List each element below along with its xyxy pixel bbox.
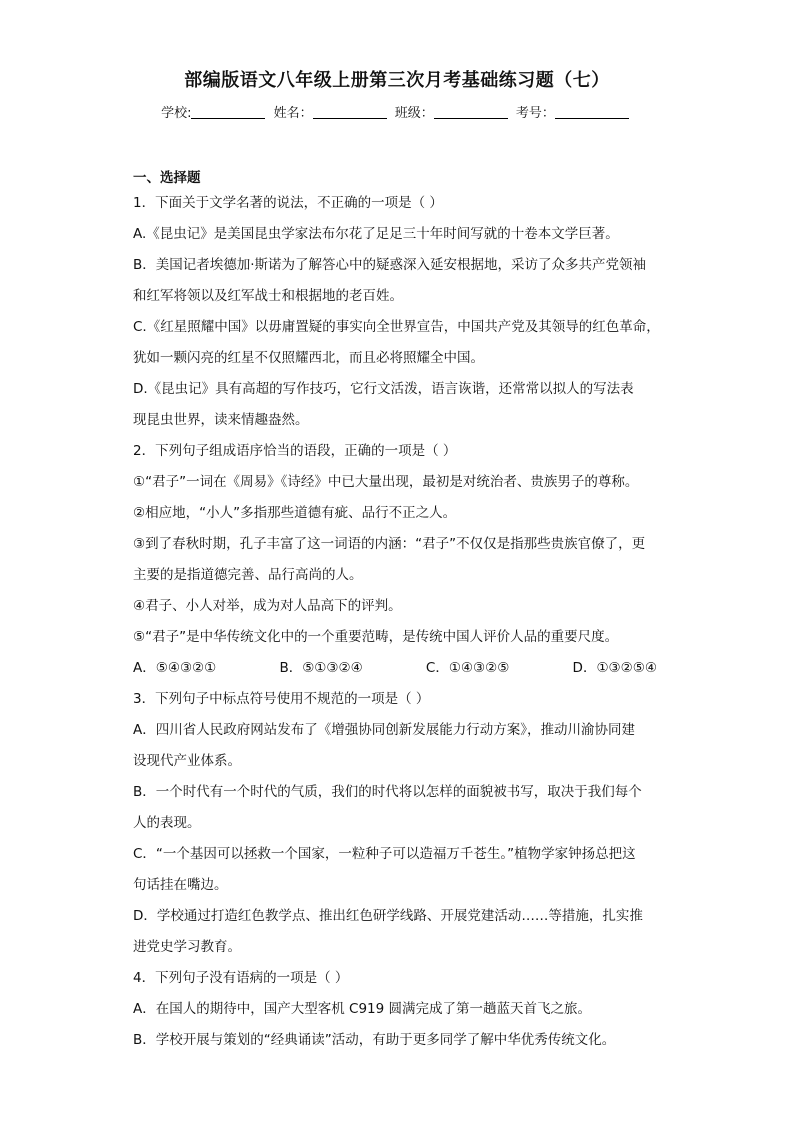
q3-option-d-line1: D．学校通过打造红色教学点、推出红色研学线路、开展党建活动……等措施，扎实推	[133, 908, 643, 924]
q3-option-c-line1: C．“一个基因可以拯救一个国家，一粒种子可以造福万千苍生。”植物学家钟扬总把这	[133, 846, 636, 862]
q3-option-b-line1: B．一个时代有一个时代的气质，我们的时代将以怎样的面貌被书写，取决于我们每个	[133, 784, 642, 800]
q4-option-b: B．学校开展与策划的“经典诵读”活动，有助于更多同学了解中华优秀传统文化。	[133, 1032, 616, 1048]
q2-stem: 2．下列句子组成语序恰当的语段，正确的一项是（ ）	[133, 443, 457, 459]
q2-option-a: A．⑤④③②①	[133, 660, 217, 676]
section-title: 一、选择题	[133, 170, 201, 186]
q3-option-c-line2: 句话挂在嘴边。	[133, 877, 228, 893]
q1-stem: 1．下面关于文学名著的说法，不正确的一项是（ ）	[133, 195, 443, 211]
q1-option-d-line1: D.《昆虫记》具有高超的写作技巧，它行文活泼，语言诙谐，还常常以拟人的写法表	[133, 381, 634, 397]
page-title: 部编版语文八年级上册第三次月考基础练习题（七）	[184, 70, 610, 91]
q3-option-a-line2: 设现代产业体系。	[133, 753, 241, 769]
questions-body	[133, 188, 665, 1056]
q1-option-c-line2: 犹如一颗闪亮的红星不仅照耀西北，而且必将照耀全中国。	[133, 350, 484, 366]
q2-sentence-3-line1: ③到了春秋时期，孔子丰富了这一词语的内涵：“君子”不仅仅是指那些贵族官僚了，更	[133, 536, 646, 552]
name-label: 姓名：	[273, 106, 313, 121]
q2-sentence-5: ⑤“君子”是中华传统文化中的一个重要范畴，是传统中国人评价人品的重要尺度。	[133, 629, 619, 645]
q2-option-c: C．①④③②⑤	[425, 660, 510, 676]
class-blank[interactable]	[434, 106, 508, 119]
q3-option-d-line2: 进党史学习教育。	[133, 939, 241, 955]
exam-no-blank[interactable]	[555, 106, 629, 119]
q3-option-a-line1: A．四川省人民政府网站发布了《增强协同创新发展能力行动方案》，推动川渝协同建	[133, 722, 635, 738]
q2-sentence-1: ①“君子”一词在《周易》《诗经》中已大量出现，最初是对统治者、贵族男子的尊称。	[133, 474, 639, 490]
q1-option-d-line2: 现昆虫世界，读来情趣盎然。	[133, 412, 309, 428]
q2-sentence-3-line2: 主要的是指道德完善、品行高尚的人。	[133, 567, 363, 583]
q1-option-b-line1: B．美国记者埃德加·斯诺为了解答心中的疑惑深入延安根据地，采访了众多共产党领袖	[133, 257, 647, 273]
q4-option-a: A．在国人的期待中，国产大型客机 C919 圆满完成了第一趟蓝天首飞之旅。	[133, 1001, 592, 1017]
class-label: 班级：	[394, 106, 434, 121]
q3-option-b-line2: 人的表现。	[133, 815, 201, 831]
q2-option-b: B．⑤①③②④	[279, 660, 363, 676]
student-info-row	[0, 102, 794, 121]
school-label: 学校:	[161, 106, 192, 121]
exam-no-label: 考号：	[515, 106, 555, 121]
q1-option-c-line1: C.《红星照耀中国》以毋庸置疑的事实向全世界宣告，中国共产党及其领导的红色革命，	[133, 319, 660, 335]
name-blank[interactable]	[313, 106, 387, 119]
q4-stem: 4．下列句子没有语病的一项是（ ）	[133, 970, 349, 986]
q2-option-d: D．①③②⑤④	[572, 660, 657, 676]
school-blank[interactable]	[191, 106, 265, 119]
q1-option-b-line2: 和红军将领以及红军战士和根据地的老百姓。	[133, 288, 403, 304]
q3-stem: 3．下列句子中标点符号使用不规范的一项是（ ）	[133, 691, 430, 707]
q2-sentence-4: ④君子、小人对举，成为对人品高下的评判。	[133, 598, 402, 614]
q2-options-row	[133, 653, 665, 684]
q2-sentence-2: ②相应地，“小人”多指那些道德有疵、品行不正之人。	[133, 505, 457, 521]
q1-option-a: A.《昆虫记》是美国昆虫学家法布尔花了足足三十年时间写就的十卷本文学巨著。	[133, 226, 619, 242]
